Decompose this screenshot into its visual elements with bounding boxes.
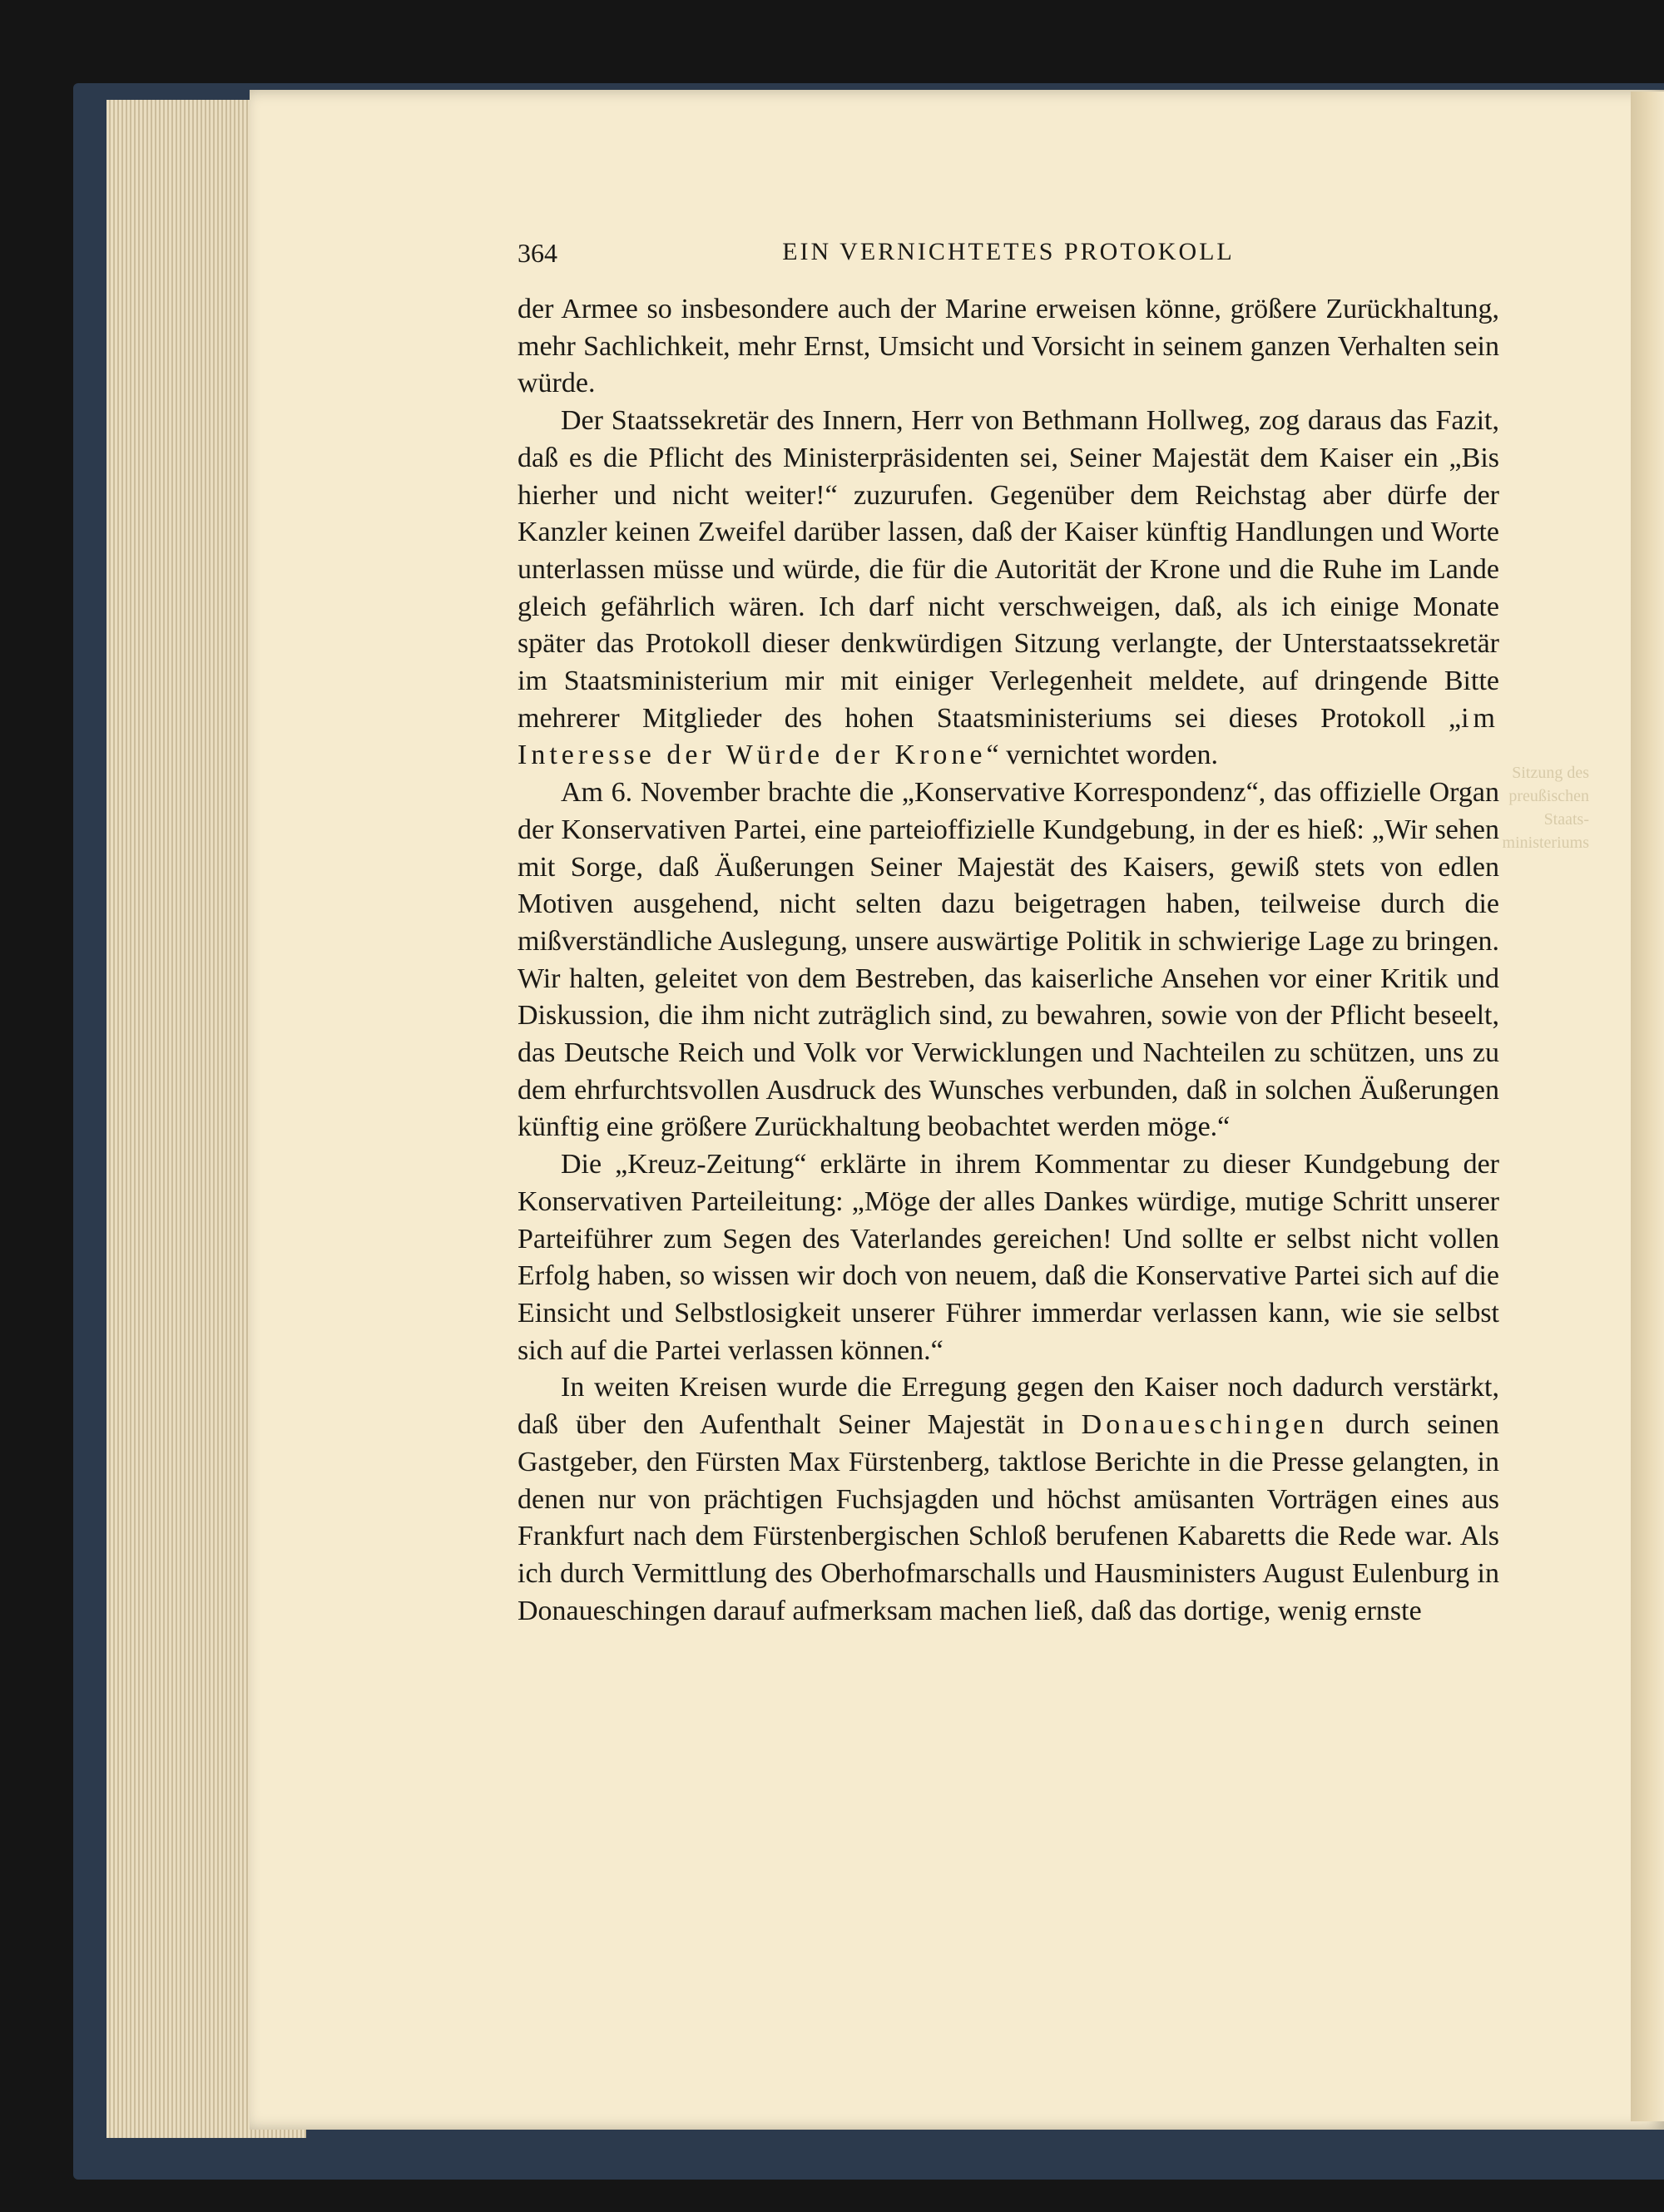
margin-note: ministeriums xyxy=(1502,834,1589,852)
margin-note: preußischen xyxy=(1508,787,1589,805)
emphasis-spaced: im Interesse der Würde der Krone xyxy=(518,702,1499,771)
paragraph: Am 6. November brachte die „Konservative Korrespondenz“, das offizielle Organ der Konservativen Partei, eine parteioffizielle Kundgebung, in der es hieß: „Wir sehen mit Sorge, daß Äußerungen Seiner Majestät des Kaisers, gewiß stets von edlen Motiven ausgehend, nicht selten dazu beigetragen haben, teilweise durch die mißverständliche Auslegung, unsere auswärtige Politik in schwierige Lage zu bringen. Wir halten, geleitet von dem Bestreben, das kaiserliche Ansehen vor einer Kritik und Diskussion, die ihm nicht zuträglich sind, zu bewahren, sowie von der Pflicht beseelt, das Deutsche Reich und Volk vor Verwicklungen und Nachteilen zu schützen, uns zu dem ehrfurchtsvollen Ausdruck des Wunsches verbunden, daß in solchen Äußerungen künftig eine größere Zurückhaltung beobachtet werden möge.“ xyxy=(518,777,1499,1143)
margin-note: Staats- xyxy=(1543,810,1589,829)
paragraph: der Armee so insbesondere auch der Marine erweisen könne, größere Zurückhaltung, mehr Sachlichkeit, mehr Ernst, Umsicht und Vorsicht in seinem ganzen Verhalten sein würde. xyxy=(518,294,1499,399)
paragraph xyxy=(518,403,1499,774)
paragraph xyxy=(518,1369,1499,1630)
paragraph-text: Der Staatssekretär des Innern, Herr von Bethmann Hollweg, zog daraus das Fazit, daß es die Pflicht des Ministerpräsidenten sei, Seiner Majestät dem Kaiser ein „Bis hierher und nicht weiter!“ zuzurufen. Gegenüber dem Reichstag aber dürfe der Kanzler keinen Zweifel darüber lassen, daß der Kaiser künftig Handlungen und Worte unterlassen müsse und würde, die für die Autorität der Krone und die Ruhe im Lande gleich gefährlich wären. Ich darf nicht verschweigen, daß, als ich einige Monate später das Protokoll dieser denkwürdigen Sitzung verlangte, der Unterstaatssekretär im Staatsministerium mir mit einiger Verlegenheit meldete, auf dringende Bitte mehrerer Mitglieder des hohen Staatsministeriums sei dieses Protokoll „ xyxy=(518,405,1499,734)
next-page-edge xyxy=(1631,92,1664,2121)
margin-notes xyxy=(1489,761,1589,854)
paragraph-text: durch seinen Gastgeber, den Fürsten Max Fürstenberg, taktlose Berichte in die Presse gelangten, in denen nur von prächtigen Fuchsjagden und höchst amüsanten Vorträgen eines aus Frankfurt nach dem Fürstenbergischen Schloß berufenen Kabaretts die Rede war. Als ich durch Vermittlung des Oberhofmarschalls und Hausministers August Eulenburg in Donaueschingen darauf aufmerksam machen ließ, daß das dortige, wenig ernste xyxy=(518,1409,1499,1626)
emphasis-spaced: Donaueschingen xyxy=(1081,1409,1329,1441)
body-text xyxy=(518,291,1499,1630)
running-title: EIN VERNICHTETES PROTOKOLL xyxy=(782,238,1235,265)
paragraph-text: In weiten Kreisen wurde die Erregung gegen den Kaiser noch dadurch verstärkt, daß über den Aufenthalt Seiner Majestät in xyxy=(518,1372,1499,1441)
page-number: 364 xyxy=(518,238,557,268)
paragraph: Die „Kreuz-Zeitung“ erklärte in ihrem Kommentar zu dieser Kundgebung der Konservativen Parteileitung: „Möge der alles Dankes würdige, mutige Schritt unserer Parteiführer zum Segen des Vaterlandes gereichen! Und sollte er selbst nicht vollen Erfolg haben, so wissen wir doch von neuem, daß die Konservative Partei sich auf die Einsicht und Selbstlosigkeit unserer Führer immerdar verlassen kann, wie sie selbst sich auf die Partei verlassen können.“ xyxy=(518,1149,1499,1366)
margin-note: Sitzung des xyxy=(1512,764,1589,782)
paragraph-text: “ vernichtet worden. xyxy=(986,740,1219,771)
